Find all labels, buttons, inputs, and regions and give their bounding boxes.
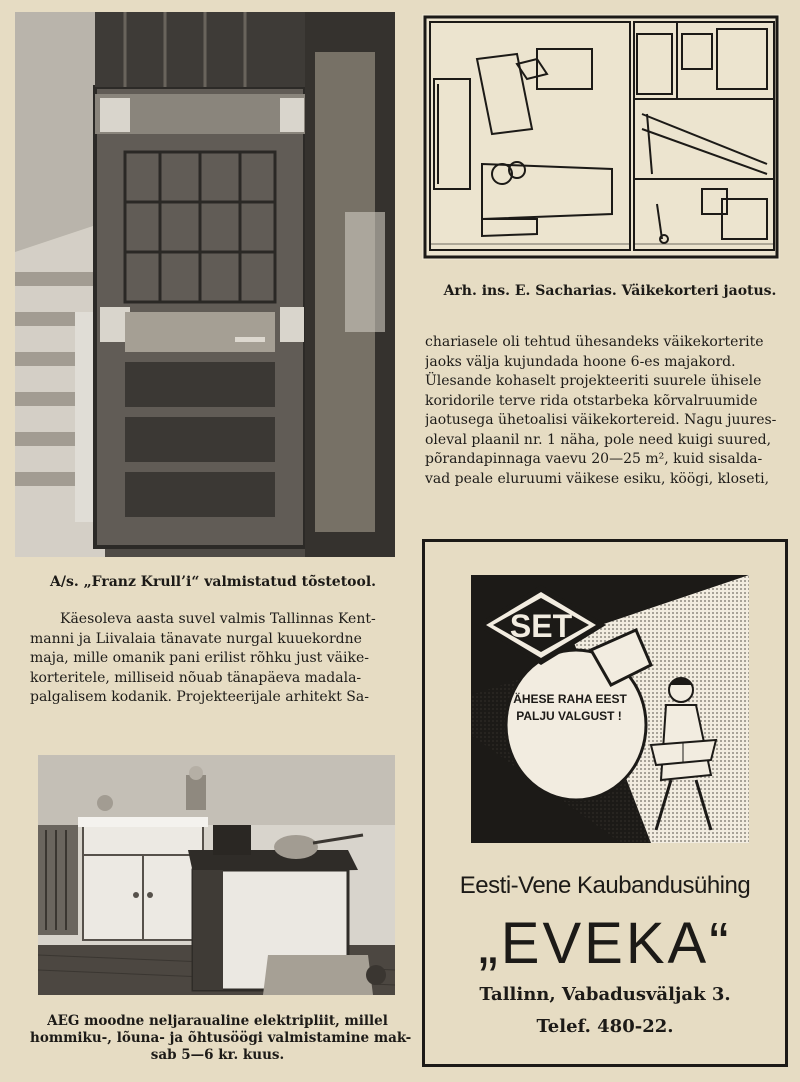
elevator-photo-illustration	[15, 12, 395, 557]
ad-company-name: Eesti-Vene Kaubandusühing	[459, 872, 751, 899]
caption-line: sab 5—6 kr. kuus.	[150, 1047, 285, 1063]
article-line: maja, mille omanik pani erilist rõhku just väike-	[30, 650, 369, 666]
article-line: koridorile terve rida otstarbeka kõrvalruumide	[425, 392, 758, 409]
set-lamp-artwork	[471, 575, 749, 843]
ad-address: Tallinn, Vabadusväljak 3.	[479, 984, 731, 1005]
article-line: palgalisem kodanik. Projekteerijale arhitekt Sa-	[30, 689, 369, 705]
ad-brand-name: „EVEKA“	[478, 911, 732, 976]
caption-line: hommiku-, lõuna- ja õhtusöögi valmistamine mak-	[30, 1030, 412, 1046]
article-line: korteritele, milliseid nõuab tänapäeva madala-	[30, 669, 362, 686]
set-logo-text: SET	[509, 608, 573, 644]
ad-slogan-line-1: VÄHESE RAHA EEST	[505, 692, 627, 706]
floor-plan-caption: Arh. ins. E. Sacharias. Väikekorteri jaotus.	[443, 283, 777, 299]
set-lamp-illustration	[471, 575, 749, 843]
caption-line: AEG moodne neljaraualine elektripliit, millel	[47, 1013, 388, 1029]
kitchen-photo-illustration	[38, 755, 395, 995]
elevator-photo-caption: A/s. „Franz Krull’i“ valmistatud tõstetool.	[49, 574, 377, 590]
elevator-photo	[15, 12, 395, 557]
article-line: jaoks välja kujundada hoone 6-es majakord.	[425, 353, 736, 370]
eveka-advertisement	[422, 539, 788, 1067]
kitchen-photo-caption	[30, 1013, 412, 1064]
article-line: põrandapinnaga vaevu 20—25 m², kuid sisalda-	[425, 451, 763, 467]
article-line: vad peale eluruumi väikese esiku, köögi, kloseti,	[425, 470, 770, 487]
article-line: jaotusega ühetoalisi väikekortereid. Nagu juures-	[425, 412, 777, 428]
kitchen-photo	[38, 755, 395, 995]
article-line: chariasele oli tehtud ühesandeks väikekorterite	[425, 334, 764, 350]
article-text-right	[425, 333, 795, 489]
article-line: Ülesande kohaselt projekteeriti suurele ühisele	[425, 373, 762, 389]
ad-slogan-line-2: PALJU VALGUST !	[516, 709, 622, 723]
article-line: manni ja Liivalaia tänavate nurgal kuuekordne	[30, 630, 362, 647]
floor-plan-drawing	[422, 14, 780, 260]
article-line: oleval plaanil nr. 1 näha, pole need kuigi suured,	[425, 431, 772, 448]
article-line: Käesoleva aasta suvel valmis Tallinnas Kent-	[60, 611, 376, 627]
article-text-left	[30, 610, 400, 708]
ad-phone: Telef. 480-22.	[536, 1016, 674, 1037]
floor-plan-illustration	[422, 14, 780, 260]
